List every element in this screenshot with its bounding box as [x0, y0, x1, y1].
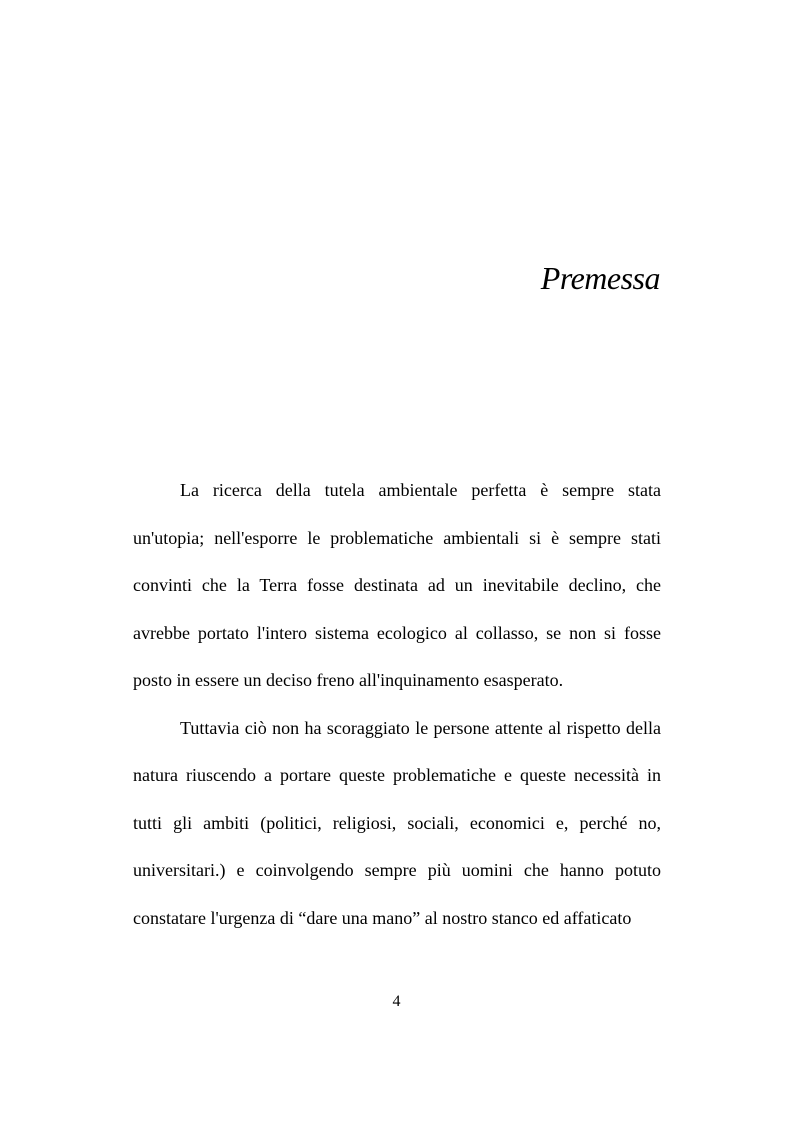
page-number: 4	[392, 993, 401, 1010]
body-text	[133, 467, 661, 942]
paragraph-1: La ricerca della tutela ambientale perfetta è sempre stata un'utopia; nell'esporre le problematiche ambientali si è sempre stati convinti che la Terra fosse destinata ad un inevitabile declino, che avrebbe portato l'intero sistema ecologico al collasso, se non si fosse posto in essere un deciso freno all'inquinamento esasperato.	[133, 480, 661, 690]
chapter-title: Premessa	[540, 260, 660, 296]
paragraph-2: Tuttavia ciò non ha scoraggiato le persone attente al rispetto della natura riuscendo a portare queste problematiche e queste necessità in tutti gli ambiti (politici, religiosi, sociali, economici e, perché no, universitari.) e coinvolgendo sempre più uomini che hanno potuto constatare l'urgenza di “dare una mano” al nostro stanco ed affaticato	[133, 717, 661, 928]
